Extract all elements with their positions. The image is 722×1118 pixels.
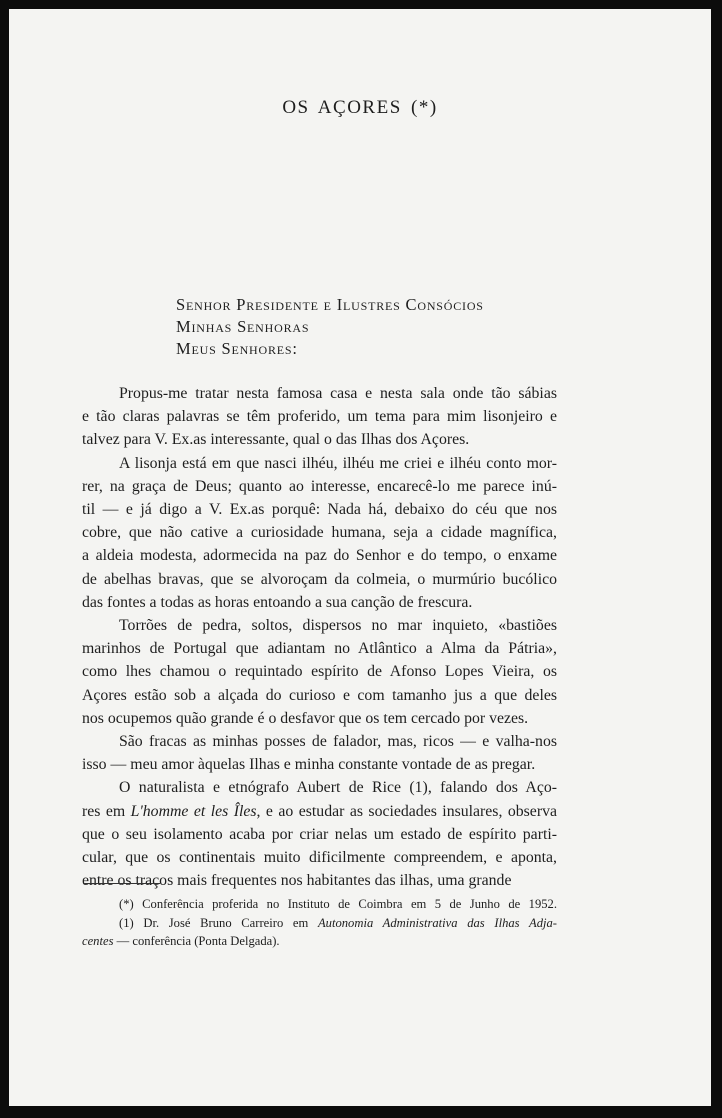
text-line: a aldeia modesta, adormecida na paz do Senhor e do tempo, o enxame xyxy=(82,547,557,565)
text-line xyxy=(82,800,557,823)
text-line: marinhos de Portugal que adiantam no Atlântico a Alma da Pátria», xyxy=(82,640,557,658)
book-title: centes xyxy=(82,934,114,948)
text-line: cular, que os continentais muito dificilmente compreendem, e aponta, xyxy=(82,849,557,867)
text-line: Açores estão sob a alçada do curioso e com tamanho jus a que deles xyxy=(82,686,557,704)
text-line: entre os traços mais frequentes nos habitantes das ilhas, uma grande xyxy=(82,872,512,890)
text-line: cobre, que não cative a curiosidade humana, seja a cidade magnífica, xyxy=(82,524,557,542)
text-line: A lisonja está em que nasci ilhéu, ilhéu me criei e ilhéu conto mor- xyxy=(119,454,557,472)
text-line: das fontes a todas as horas entoando a sua canção de frescura. xyxy=(82,593,473,611)
text-fragment: , e ao estudar as sociedades insulares, observa xyxy=(256,802,557,820)
text-fragment: res em xyxy=(82,802,131,820)
text-line: O naturalista e etnógrafo Aubert de Rice (1), falando dos Aço- xyxy=(119,779,557,797)
text-line: rer, na graça de Deus; quanto ao interesse, encarecê-lo me parece inú- xyxy=(82,477,557,495)
footnote-continuation xyxy=(82,932,557,951)
salutation xyxy=(176,294,484,360)
text-fragment: (1) Dr. José Bruno Carreiro em xyxy=(119,915,318,930)
document-page xyxy=(9,9,711,1106)
text-line: e tão claras palavras se têm proferido, um tema para mim lisonjeiro e xyxy=(82,408,557,426)
footnote xyxy=(82,914,557,933)
text-line: til — e já digo a V. Ex.as porquê: Nada há, debaixo do céu que nos xyxy=(82,501,557,519)
salutation-line: Senhor Presidente e Ilustres Consócios xyxy=(176,295,484,314)
book-title: Autonomia Administrativa das Ilhas Adja- xyxy=(317,915,557,930)
footnotes xyxy=(82,895,557,951)
paragraph xyxy=(82,776,557,892)
text-line: que o seu isolamento acaba por criar nelas um estado de espírito parti- xyxy=(82,825,557,843)
paragraph xyxy=(82,730,557,776)
text-line: Propus-me tratar nesta famosa casa e nesta sala onde tão sábias xyxy=(119,385,557,402)
text-line: como lhes chamou o requintado espírito de Afonso Lopes Vieira, os xyxy=(82,663,557,681)
text-fragment: — conferência (Ponta Delgada). xyxy=(113,934,280,948)
text-line: isso — meu amor àquelas Ilhas e minha constante vontade de as pregar. xyxy=(82,756,536,774)
footnote: (*) Conferência proferida no Instituto de Coimbra em 5 de Junho de 1952. xyxy=(119,897,557,911)
salutation-line: Minhas Senhoras xyxy=(176,317,310,336)
book-title: L'homme et les Îles xyxy=(130,802,257,820)
text-line: de abelhas bravas, que se alvoroçam da colmeia, o murmúrio bucólico xyxy=(82,570,557,588)
text-line: Torrões de pedra, soltos, dispersos no mar inquieto, «bastiões xyxy=(119,617,557,635)
text-line: São fracas as minhas posses de falador, mas, ricos — e valha-nos xyxy=(119,733,557,751)
paragraph xyxy=(82,614,557,730)
text-line: talvez para V. Ex.as interessante, qual o das Ilhas dos Açores. xyxy=(82,431,470,449)
salutation-line: Meus Senhores: xyxy=(176,339,298,358)
body-text xyxy=(82,382,557,892)
page-title: OS AÇORES (*) xyxy=(282,97,438,118)
footnote-divider xyxy=(84,883,160,884)
paragraph xyxy=(82,382,557,452)
paragraph xyxy=(82,452,557,614)
text-line: nos ocupemos quão grande é o desfavor que os tem cercado por vezes. xyxy=(82,709,529,727)
